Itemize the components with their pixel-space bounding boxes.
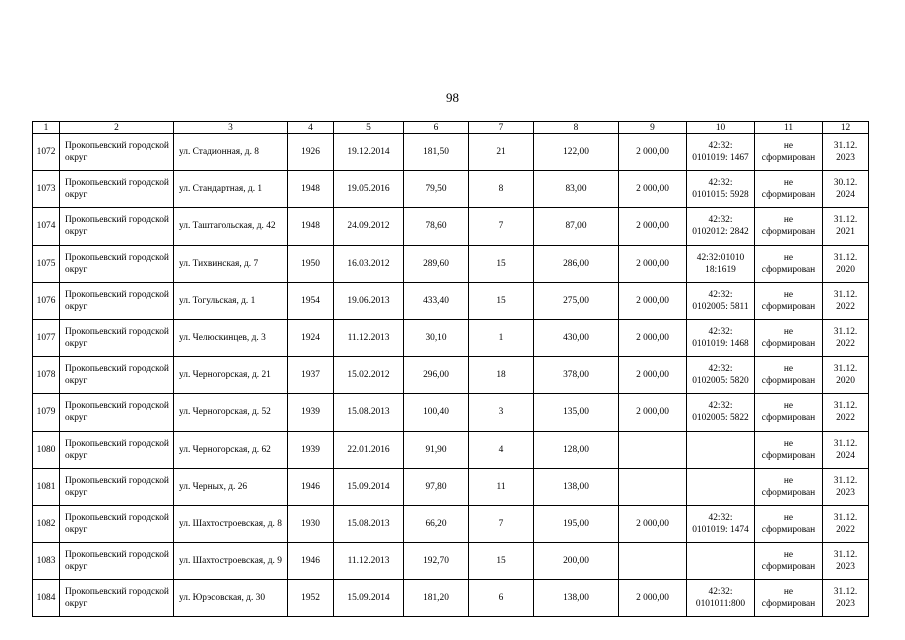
date-cell: 15.09.2014	[334, 580, 404, 617]
cost-cell: 200,00	[534, 543, 619, 580]
area-cell: 91,90	[404, 431, 469, 468]
row-number-cell: 1073	[33, 171, 60, 208]
cadastral-number-cell: 42:32: 0101019: 1474	[687, 505, 755, 542]
district-cell: Прокопьевский городской округ	[60, 282, 174, 319]
cost-cell: 430,00	[534, 319, 619, 356]
district-cell: Прокопьевский городской округ	[60, 543, 174, 580]
address-cell: ул. Стадионная, д. 8	[174, 134, 288, 171]
row-number-cell: 1079	[33, 394, 60, 431]
area-cell: 78,60	[404, 208, 469, 245]
district-cell: Прокопьевский городской округ	[60, 208, 174, 245]
address-cell: ул. Шахтостроевская, д. 9	[174, 543, 288, 580]
row-number-cell: 1075	[33, 245, 60, 282]
price-cell: 2 000,00	[619, 245, 687, 282]
residents-cell: 8	[469, 171, 534, 208]
residents-cell: 11	[469, 468, 534, 505]
year-cell: 1950	[288, 245, 334, 282]
area-cell: 30,10	[404, 319, 469, 356]
cost-cell: 286,00	[534, 245, 619, 282]
address-cell: ул. Тогульская, д. 1	[174, 282, 288, 319]
address-cell: ул. Шахтостроевская, д. 8	[174, 505, 288, 542]
address-cell: ул. Челюскинцев, д. 3	[174, 319, 288, 356]
price-cell: 2 000,00	[619, 357, 687, 394]
cost-cell: 378,00	[534, 357, 619, 394]
price-cell: 2 000,00	[619, 580, 687, 617]
deadline-cell: 31.12. 2022	[823, 505, 869, 542]
cost-cell: 128,00	[534, 431, 619, 468]
date-cell: 19.06.2013	[334, 282, 404, 319]
deadline-cell: 31.12. 2022	[823, 282, 869, 319]
land-status-cell: не сформирован	[755, 282, 823, 319]
year-cell: 1948	[288, 171, 334, 208]
date-cell: 19.05.2016	[334, 171, 404, 208]
cadastral-number-cell	[687, 468, 755, 505]
land-status-cell: не сформирован	[755, 580, 823, 617]
residents-cell: 7	[469, 208, 534, 245]
cadastral-number-cell: 42:32: 0101019: 1467	[687, 134, 755, 171]
date-cell: 16.03.2012	[334, 245, 404, 282]
table-row	[33, 394, 869, 431]
deadline-cell: 30.12. 2024	[823, 171, 869, 208]
table-body	[33, 134, 869, 617]
year-cell: 1954	[288, 282, 334, 319]
row-number-cell: 1083	[33, 543, 60, 580]
table-row	[33, 245, 869, 282]
area-cell: 97,80	[404, 468, 469, 505]
price-cell: 2 000,00	[619, 394, 687, 431]
row-number-cell: 1081	[33, 468, 60, 505]
address-cell: ул. Черногорская, д. 21	[174, 357, 288, 394]
district-cell: Прокопьевский городской округ	[60, 580, 174, 617]
residents-cell: 1	[469, 319, 534, 356]
year-cell: 1939	[288, 431, 334, 468]
district-cell: Прокопьевский городской округ	[60, 505, 174, 542]
deadline-cell: 31.12. 2022	[823, 394, 869, 431]
cadastral-number-cell: 42:32: 0101019: 1468	[687, 319, 755, 356]
district-cell: Прокопьевский городской округ	[60, 319, 174, 356]
cost-cell: 87,00	[534, 208, 619, 245]
address-cell: ул. Черногорская, д. 62	[174, 431, 288, 468]
cadastral-number-cell: 42:32: 0102005: 5820	[687, 357, 755, 394]
price-cell	[619, 431, 687, 468]
column-header-6: 6	[404, 122, 469, 134]
column-header-4: 4	[288, 122, 334, 134]
deadline-cell: 31.12. 2024	[823, 431, 869, 468]
price-cell: 2 000,00	[619, 505, 687, 542]
year-cell: 1924	[288, 319, 334, 356]
column-header-1: 1	[33, 122, 60, 134]
district-cell: Прокопьевский городской округ	[60, 171, 174, 208]
deadline-cell: 31.12. 2023	[823, 580, 869, 617]
date-cell: 15.08.2013	[334, 505, 404, 542]
land-status-cell: не сформирован	[755, 245, 823, 282]
table-row	[33, 505, 869, 542]
year-cell: 1939	[288, 394, 334, 431]
row-number-cell: 1080	[33, 431, 60, 468]
table-row	[33, 134, 869, 171]
address-cell: ул. Стандартная, д. 1	[174, 171, 288, 208]
cadastral-number-cell: 42:32:01010 18:1619	[687, 245, 755, 282]
address-cell: ул. Тихвинская, д. 7	[174, 245, 288, 282]
column-header-12: 12	[823, 122, 869, 134]
date-cell: 11.12.2013	[334, 319, 404, 356]
column-header-11: 11	[755, 122, 823, 134]
cadastral-number-cell: 42:32: 0101015: 5928	[687, 171, 755, 208]
price-cell: 2 000,00	[619, 282, 687, 319]
data-table	[32, 121, 869, 617]
residents-cell: 7	[469, 505, 534, 542]
area-cell: 289,60	[404, 245, 469, 282]
column-header-7: 7	[469, 122, 534, 134]
price-cell: 2 000,00	[619, 134, 687, 171]
area-cell: 100,40	[404, 394, 469, 431]
land-status-cell: не сформирован	[755, 357, 823, 394]
cost-cell: 275,00	[534, 282, 619, 319]
table-row	[33, 543, 869, 580]
date-cell: 22.01.2016	[334, 431, 404, 468]
address-cell: ул. Черногорская, д. 52	[174, 394, 288, 431]
area-cell: 296,00	[404, 357, 469, 394]
residents-cell: 15	[469, 282, 534, 319]
area-cell: 79,50	[404, 171, 469, 208]
table-row	[33, 580, 869, 617]
year-cell: 1926	[288, 134, 334, 171]
year-cell: 1946	[288, 468, 334, 505]
residents-cell: 4	[469, 431, 534, 468]
district-cell: Прокопьевский городской округ	[60, 394, 174, 431]
area-cell: 181,50	[404, 134, 469, 171]
price-cell	[619, 468, 687, 505]
table-row	[33, 468, 869, 505]
land-status-cell: не сформирован	[755, 171, 823, 208]
table-row	[33, 208, 869, 245]
cadastral-number-cell: 42:32: 0102005: 5811	[687, 282, 755, 319]
deadline-cell: 31.12. 2021	[823, 208, 869, 245]
cadastral-number-cell: 42:32: 0102005: 5822	[687, 394, 755, 431]
table-row	[33, 171, 869, 208]
deadline-cell: 31.12. 2020	[823, 357, 869, 394]
table-row	[33, 319, 869, 356]
row-number-cell: 1077	[33, 319, 60, 356]
column-header-9: 9	[619, 122, 687, 134]
land-status-cell: не сформирован	[755, 431, 823, 468]
row-number-cell: 1078	[33, 357, 60, 394]
date-cell: 15.09.2014	[334, 468, 404, 505]
area-cell: 66,20	[404, 505, 469, 542]
land-status-cell: не сформирован	[755, 208, 823, 245]
date-cell: 11.12.2013	[334, 543, 404, 580]
column-header-8: 8	[534, 122, 619, 134]
year-cell: 1946	[288, 543, 334, 580]
residents-cell: 21	[469, 134, 534, 171]
address-cell: ул. Черных, д. 26	[174, 468, 288, 505]
residents-cell: 6	[469, 580, 534, 617]
page-number: 98	[446, 90, 459, 105]
date-cell: 19.12.2014	[334, 134, 404, 171]
year-cell: 1937	[288, 357, 334, 394]
year-cell: 1948	[288, 208, 334, 245]
price-cell: 2 000,00	[619, 319, 687, 356]
table-header-row	[33, 122, 869, 134]
residents-cell: 15	[469, 245, 534, 282]
land-status-cell: не сформирован	[755, 468, 823, 505]
district-cell: Прокопьевский городской округ	[60, 134, 174, 171]
cadastral-number-cell	[687, 431, 755, 468]
address-cell: ул. Таштагольская, д. 42	[174, 208, 288, 245]
date-cell: 15.08.2013	[334, 394, 404, 431]
table-row	[33, 282, 869, 319]
table-row	[33, 431, 869, 468]
area-cell: 192,70	[404, 543, 469, 580]
deadline-cell: 31.12. 2023	[823, 134, 869, 171]
residents-cell: 15	[469, 543, 534, 580]
deadline-cell: 31.12. 2022	[823, 319, 869, 356]
cost-cell: 138,00	[534, 468, 619, 505]
land-status-cell: не сформирован	[755, 543, 823, 580]
price-cell: 2 000,00	[619, 208, 687, 245]
district-cell: Прокопьевский городской округ	[60, 357, 174, 394]
deadline-cell: 31.12. 2023	[823, 543, 869, 580]
cost-cell: 122,00	[534, 134, 619, 171]
column-header-2: 2	[60, 122, 174, 134]
residents-cell: 3	[469, 394, 534, 431]
date-cell: 15.02.2012	[334, 357, 404, 394]
table-row	[33, 357, 869, 394]
land-status-cell: не сформирован	[755, 505, 823, 542]
cost-cell: 195,00	[534, 505, 619, 542]
row-number-cell: 1072	[33, 134, 60, 171]
district-cell: Прокопьевский городской округ	[60, 245, 174, 282]
year-cell: 1930	[288, 505, 334, 542]
column-header-3: 3	[174, 122, 288, 134]
cost-cell: 83,00	[534, 171, 619, 208]
residents-cell: 18	[469, 357, 534, 394]
land-status-cell: не сформирован	[755, 319, 823, 356]
address-cell: ул. Юрэсовская, д. 30	[174, 580, 288, 617]
price-cell: 2 000,00	[619, 171, 687, 208]
district-cell: Прокопьевский городской округ	[60, 431, 174, 468]
year-cell: 1952	[288, 580, 334, 617]
row-number-cell: 1082	[33, 505, 60, 542]
cadastral-number-cell: 42:32: 0101011:800	[687, 580, 755, 617]
cost-cell: 138,00	[534, 580, 619, 617]
row-number-cell: 1076	[33, 282, 60, 319]
cadastral-number-cell: 42:32: 0102012: 2842	[687, 208, 755, 245]
deadline-cell: 31.12. 2020	[823, 245, 869, 282]
deadline-cell: 31.12. 2023	[823, 468, 869, 505]
row-number-cell: 1074	[33, 208, 60, 245]
cost-cell: 135,00	[534, 394, 619, 431]
row-number-cell: 1084	[33, 580, 60, 617]
land-status-cell: не сформирован	[755, 134, 823, 171]
price-cell	[619, 543, 687, 580]
district-cell: Прокопьевский городской округ	[60, 468, 174, 505]
land-status-cell: не сформирован	[755, 394, 823, 431]
column-header-10: 10	[687, 122, 755, 134]
column-header-5: 5	[334, 122, 404, 134]
area-cell: 181,20	[404, 580, 469, 617]
cadastral-number-cell	[687, 543, 755, 580]
date-cell: 24.09.2012	[334, 208, 404, 245]
area-cell: 433,40	[404, 282, 469, 319]
